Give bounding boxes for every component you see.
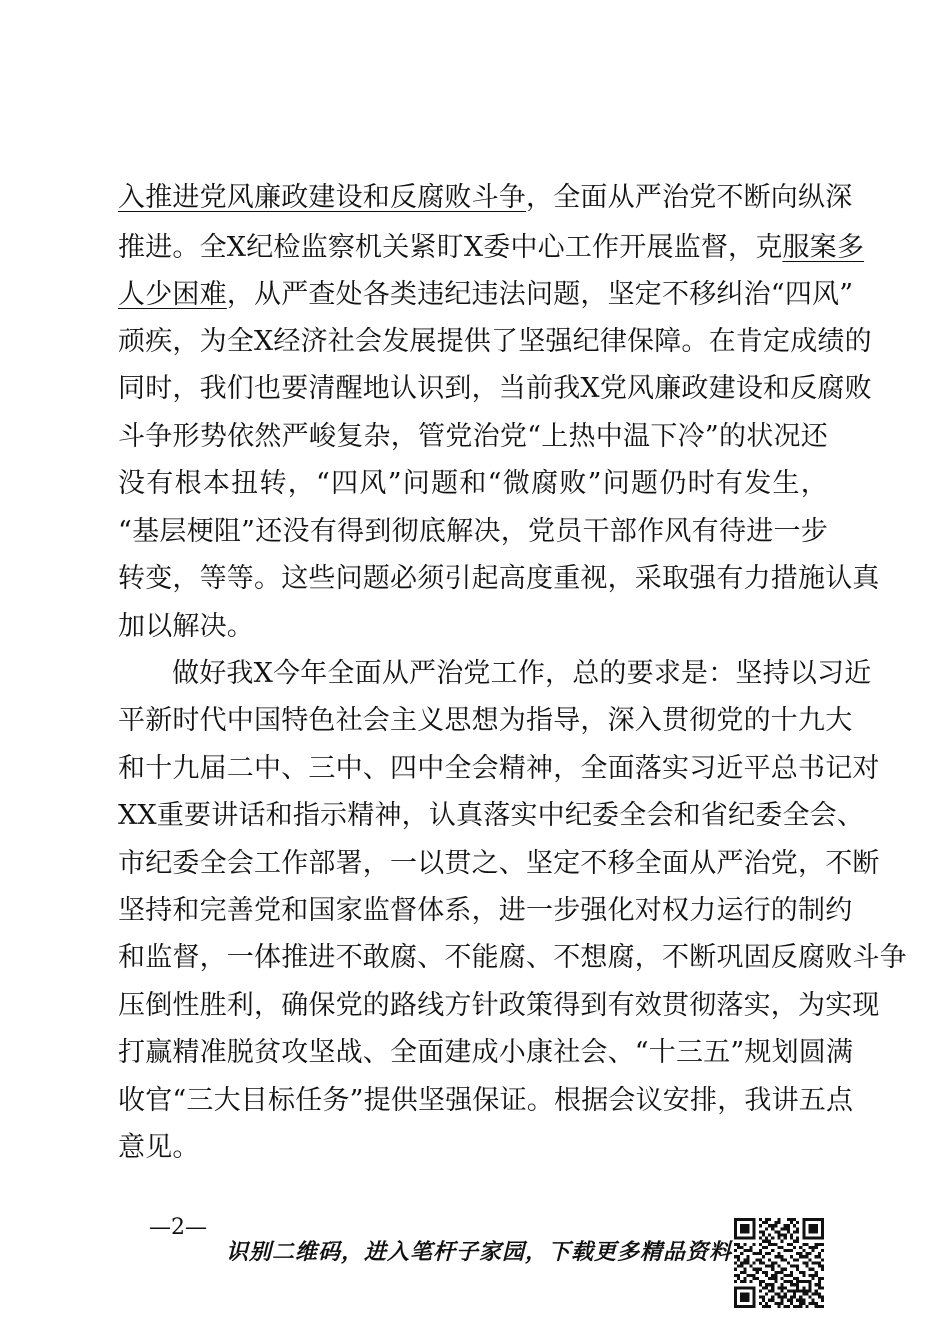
paragraph-2-line-9: 打赢精准脱贫攻坚战、全面建成小康社会、“十三五”规划圆满 <box>118 1037 854 1068</box>
qr-code-icon[interactable] <box>734 1218 824 1308</box>
paragraph-2-line-5: 市纪委全会工作部署，一以贯之、坚定不移全面从严治党，不断 <box>118 848 880 879</box>
paragraph-1-line-3 <box>118 272 854 318</box>
text-segment: ，从严查处各类违纪违法问题，坚定不移纠治“四风” <box>226 279 854 310</box>
paragraph-1-line-9: 转变，等等。这些问题必须引起高度重视，采取强有力措施认真 <box>118 563 880 594</box>
paragraph-1-line-10: 加以解决。 <box>118 611 254 642</box>
text-segment: 推进。全X纪检监察机关紧盯X委中心工作开展监督，克 <box>118 232 783 263</box>
paragraph-2-line-3: 和十九届二中、三中、四中全会精神，全面落实习近平总书记对 <box>118 753 880 784</box>
paragraph-1-line-6: 斗争形势依然严峻复杂，管党治党“上热中温下冷”的状况还 <box>118 421 828 452</box>
paragraph-2-line-4: XX重要讲话和指示精神，认真落实中纪委全会和省纪委全会、 <box>118 800 865 831</box>
paragraph-2-line-2: 平新时代中国特色社会主义思想为指导，深入贯彻党的十九大 <box>118 705 853 736</box>
paragraph-1-line-4: 顽疾，为全X经济社会发展提供了坚强纪律保障。在肯定成绩的 <box>118 326 872 357</box>
paragraph-2-line-11: 意见。 <box>118 1132 200 1163</box>
paragraph-2-line-8: 压倒性胜利，确保党的路线方针政策得到有效贯彻落实，为实现 <box>118 990 880 1021</box>
underlined-phrase: 服案多 <box>782 232 865 263</box>
paragraph-2-line-1: 做好我X今年全面从严治党工作，总的要求是：坚持以习近 <box>172 658 872 689</box>
underlined-phrase: 人少困难 <box>118 279 227 310</box>
paragraph-1-line-2 <box>118 225 865 271</box>
paragraph-2-line-6: 坚持和完善党和国家监督体系，进一步强化对权力运行的制约 <box>118 895 853 926</box>
underlined-phrase: 入推进党风廉政建设和反腐败斗争 <box>118 182 526 213</box>
paragraph-1-line-8: “基层梗阻”还没有得到彻底解决，党员干部作风有待进一步 <box>118 516 828 547</box>
paragraph-2-line-10: 收官“三大目标任务”提供坚强保证。根据会议安排，我讲五点 <box>118 1085 854 1116</box>
qr-code-graphic <box>734 1218 824 1308</box>
footer-note: 识别二维码，进入笔杆子家园，下载更多精品资料 <box>226 1240 733 1265</box>
paragraph-2-line-7: 和监督，一体推进不敢腐、不能腐、不想腐，不断巩固反腐败斗争 <box>118 942 907 973</box>
paragraph-1-line-1 <box>118 175 853 221</box>
paragraph-1-line-5: 同时，我们也要清醒地认识到，当前我X党风廉政建设和反腐败 <box>118 373 872 404</box>
text-segment: ，全面从严治党不断向纵深 <box>526 182 853 213</box>
paragraph-1-line-7: 没有根本扭转，“四风”问题和“微腐败”问题仍时有发生， <box>118 468 828 499</box>
page-number: —2— <box>149 1215 207 1240</box>
